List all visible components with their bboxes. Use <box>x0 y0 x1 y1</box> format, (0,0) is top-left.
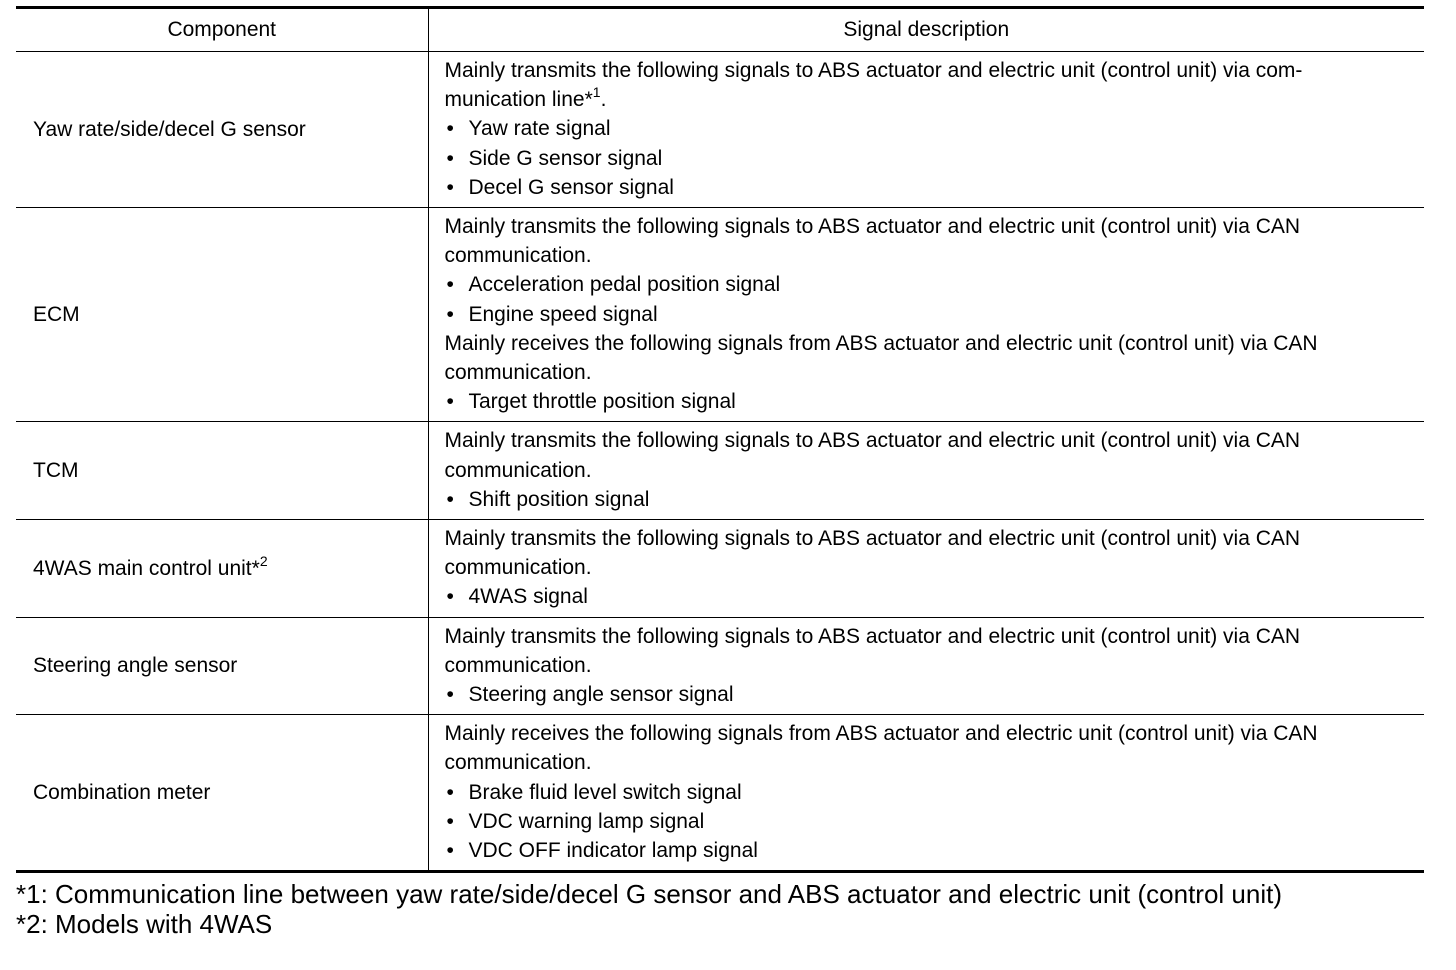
signal-description-cell <box>428 520 1424 618</box>
signal-name: Steering angle sensor signal <box>468 683 734 707</box>
component-name: Steering angle sensor <box>33 654 238 678</box>
footnote-marker: 1 <box>592 84 601 101</box>
component-cell <box>16 52 428 208</box>
description-line <box>445 85 1415 114</box>
signal-description-cell <box>428 208 1424 422</box>
description-text: communication. <box>444 244 592 268</box>
description-text: communication. <box>444 556 592 580</box>
description-line <box>445 622 1415 651</box>
signal-name: Acceleration pedal position signal <box>468 273 781 297</box>
signal-list-item <box>445 270 1415 299</box>
description-text: communication. <box>444 361 592 385</box>
component-cell <box>16 422 428 520</box>
bullet-icon: • <box>446 487 454 511</box>
table-header-row <box>16 8 1424 52</box>
description-line <box>445 56 1415 85</box>
footnote: *2: Models with 4WAS <box>16 909 273 940</box>
bullet-icon: • <box>446 780 454 804</box>
description-tail: . <box>600 88 607 112</box>
table-row <box>16 208 1424 422</box>
description-text: munication line* <box>444 88 593 112</box>
description-text: Mainly transmits the following signals to ABS actuator and electric unit (control unit) via CAN <box>444 429 1301 453</box>
header-component: Component <box>16 8 428 52</box>
signal-list-item <box>445 173 1415 202</box>
bullet-icon: • <box>446 273 454 297</box>
component-cell <box>16 715 428 872</box>
signal-list-item <box>445 778 1415 807</box>
table-row <box>16 422 1424 520</box>
component-cell <box>16 208 428 422</box>
table-row <box>16 520 1424 618</box>
footnotes <box>16 879 1424 939</box>
bullet-icon: • <box>446 302 454 326</box>
table-row <box>16 617 1424 715</box>
component-cell <box>16 617 428 715</box>
signal-name: 4WAS signal <box>468 585 588 609</box>
description-line <box>445 426 1415 455</box>
component-cell <box>16 520 428 618</box>
signal-name: VDC OFF indicator lamp signal <box>468 839 758 863</box>
signal-list-item <box>445 680 1415 709</box>
bullet-icon: • <box>446 683 454 707</box>
footnote-marker: 2 <box>259 552 268 569</box>
description-text: Mainly transmits the following signals to ABS actuator and electric unit (control unit) via CAN <box>444 624 1301 648</box>
table-row <box>16 715 1424 872</box>
bullet-icon: • <box>446 585 454 609</box>
signal-name: Decel G sensor signal <box>468 175 674 199</box>
description-line <box>445 329 1415 358</box>
signal-description-cell <box>428 617 1424 715</box>
description-text: Mainly transmits the following signals to ABS actuator and electric unit (control unit) via CAN <box>444 215 1301 239</box>
component-name: 4WAS main control unit* <box>33 556 260 580</box>
component-name: TCM <box>33 459 79 483</box>
description-line <box>445 212 1415 241</box>
bullet-icon: • <box>446 175 454 199</box>
signal-name: Brake fluid level switch signal <box>468 780 742 804</box>
bullet-icon: • <box>446 117 454 141</box>
table-body <box>16 52 1424 872</box>
signal-name: Yaw rate signal <box>468 117 611 141</box>
footnote: *1: Communication line between yaw rate/side/decel G sensor and ABS actuator and electric unit (control unit) <box>16 879 1283 910</box>
bullet-icon: • <box>446 809 454 833</box>
signal-name: VDC warning lamp signal <box>468 809 705 833</box>
description-text: Mainly transmits the following signals to ABS actuator and electric unit (control unit) via com- <box>444 59 1303 82</box>
description-text: communication. <box>444 458 592 482</box>
component-name: Combination meter <box>33 781 211 805</box>
signal-list-item <box>445 485 1415 514</box>
signal-description-cell <box>428 422 1424 520</box>
signal-table <box>16 6 1424 873</box>
signal-name: Shift position signal <box>468 487 650 511</box>
bullet-icon: • <box>446 146 454 170</box>
description-text: Mainly transmits the following signals to ABS actuator and electric unit (control unit) via CAN <box>444 527 1301 551</box>
description-text: Mainly receives the following signals from ABS actuator and electric unit (control unit) via CAN <box>444 331 1318 355</box>
signal-name: Engine speed signal <box>468 302 658 326</box>
description-line <box>445 719 1415 748</box>
description-text: communication. <box>444 751 592 775</box>
signal-list-item <box>445 807 1415 836</box>
description-line <box>445 241 1415 270</box>
signal-description-cell <box>428 715 1424 872</box>
component-name: ECM <box>33 303 80 327</box>
signal-list-item <box>445 387 1415 416</box>
document-page <box>16 6 1424 939</box>
signal-list-item <box>445 300 1415 329</box>
header-signal-description: Signal description <box>428 8 1424 52</box>
description-line <box>445 553 1415 582</box>
signal-list-item <box>445 114 1415 143</box>
description-line <box>445 456 1415 485</box>
bullet-icon: • <box>446 390 454 414</box>
description-line <box>445 358 1415 387</box>
signal-list-item <box>445 144 1415 173</box>
component-name: Yaw rate/side/decel G sensor <box>33 117 306 141</box>
signal-list-item <box>445 836 1415 865</box>
description-line <box>445 524 1415 553</box>
table-row <box>16 52 1424 208</box>
signal-name: Target throttle position signal <box>468 390 736 414</box>
signal-list-item <box>445 582 1415 611</box>
description-line <box>445 748 1415 777</box>
signal-name: Side G sensor signal <box>468 146 663 170</box>
description-text: Mainly receives the following signals from ABS actuator and electric unit (control unit) via CAN <box>444 722 1318 746</box>
description-text: communication. <box>444 653 592 677</box>
signal-description-cell <box>428 52 1424 208</box>
description-line <box>445 651 1415 680</box>
bullet-icon: • <box>446 839 454 863</box>
